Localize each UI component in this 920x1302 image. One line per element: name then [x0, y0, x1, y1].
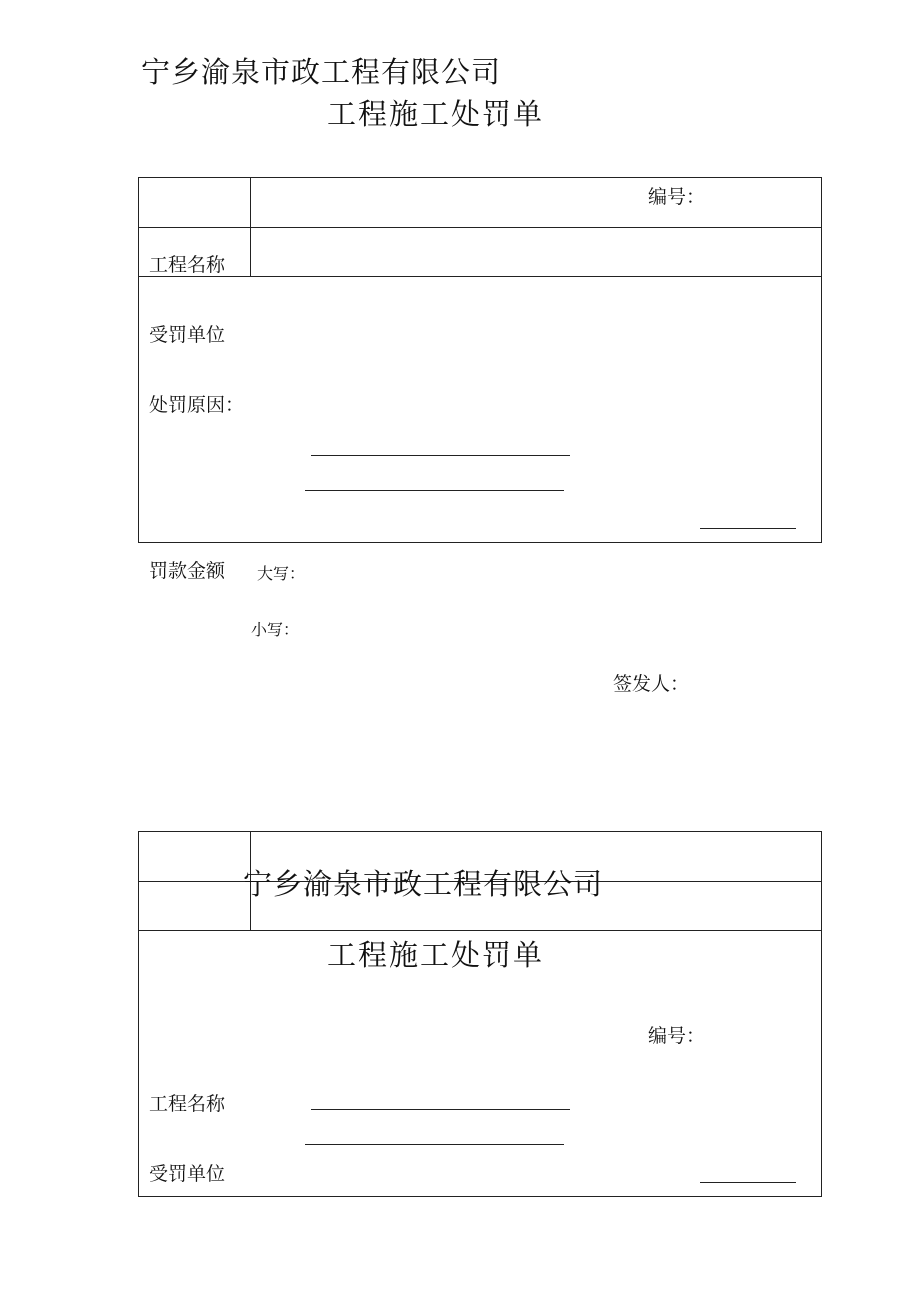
reason-blank-line [305, 1144, 564, 1145]
form-title: 工程施工处罚单 [327, 938, 545, 972]
form-table [138, 177, 822, 543]
company-name: 宁乡渝泉市政工程有限公司 [243, 867, 604, 901]
amount-lowercase-label: 小写： [251, 620, 300, 639]
signature-blank-line [700, 1182, 796, 1183]
penalized-unit-label: 受罚单位 [149, 1163, 226, 1185]
amount-uppercase-label: 大写： [257, 564, 306, 583]
table-row-divider [138, 276, 822, 277]
penalty-reason-label: 处罚原因： [149, 394, 245, 416]
reason-blank-line [305, 490, 564, 491]
reason-blank-line [311, 1109, 570, 1110]
issuer-label: 签发人： [613, 673, 690, 695]
company-name: 宁乡渝泉市政工程有限公司 [141, 55, 502, 89]
serial-number-label: 编号： [648, 1025, 706, 1047]
fine-amount-label: 罚款金额 [149, 560, 226, 582]
serial-number-label: 编号： [648, 186, 706, 208]
reason-blank-line [311, 455, 570, 456]
table-row-divider [138, 930, 822, 931]
form-title: 工程施工处罚单 [327, 97, 545, 131]
table-row-divider [138, 227, 822, 228]
penalized-unit-label: 受罚单位 [149, 324, 226, 346]
project-name-label: 工程名称 [149, 1093, 226, 1115]
project-name-label: 工程名称 [149, 254, 226, 276]
signature-blank-line [700, 528, 796, 529]
